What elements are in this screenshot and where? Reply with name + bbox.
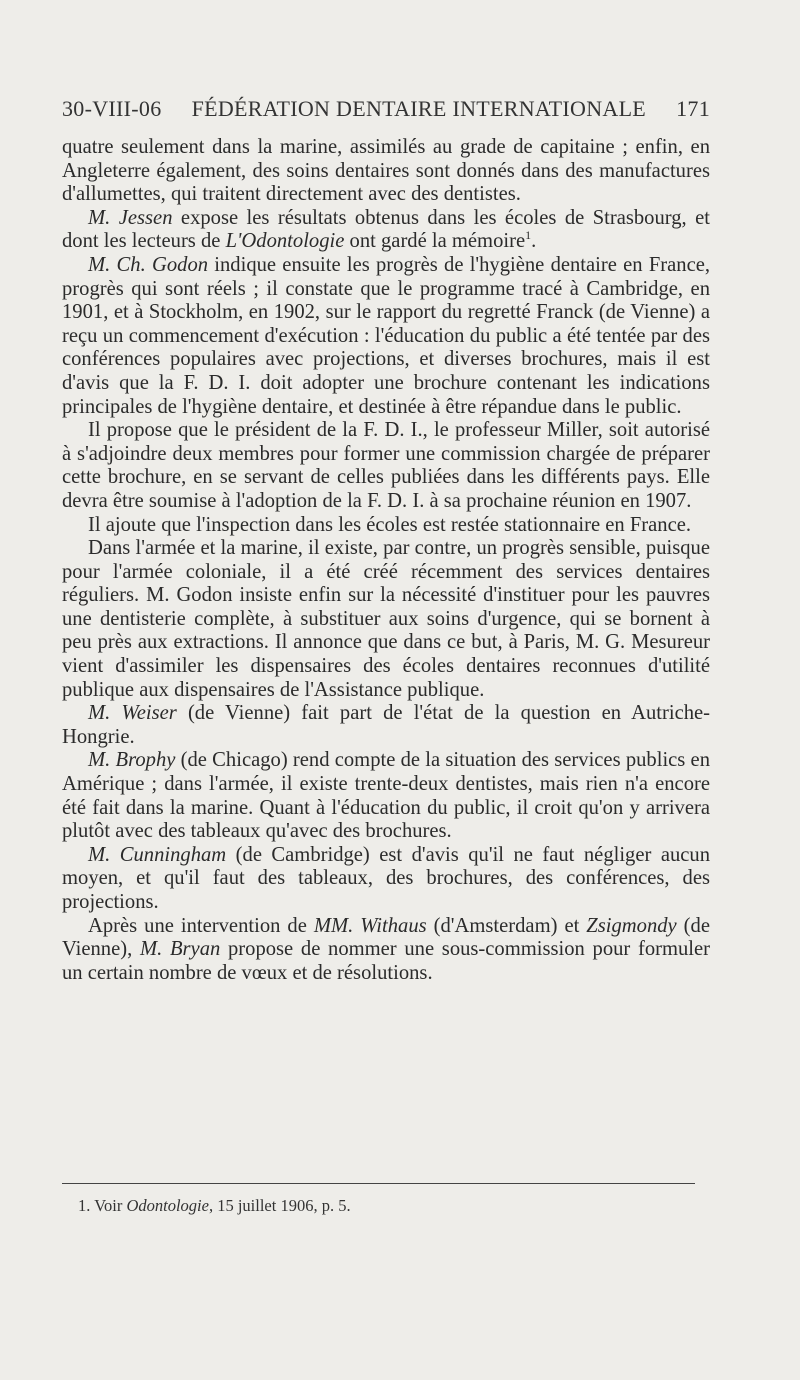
paragraph <box>62 915 710 986</box>
header-title: FÉDÉRATION DENTAIRE INTERNATIONALE <box>191 96 647 121</box>
paragraph <box>62 537 710 702</box>
running-header <box>62 96 710 122</box>
italic-name: M. Jessen <box>88 206 173 229</box>
paragraph-text: Il ajoute que l'inspection dans les écoles est restée stationnaire en France. <box>88 513 692 536</box>
paragraph <box>62 419 710 513</box>
italic-name: M. Bryan <box>139 938 221 961</box>
paragraph-text: (d'Amsterdam) et <box>426 914 587 937</box>
italic-name: M. Brophy <box>88 749 176 772</box>
italic-name: M. Weiser <box>88 702 177 725</box>
italic-name: L'Odontologie <box>225 230 345 253</box>
paragraph <box>62 207 710 254</box>
footnote-marker: 1 <box>525 228 532 243</box>
paragraph-text: . <box>531 230 537 253</box>
footnote-journal-title: Odontologie <box>126 1196 209 1215</box>
footnote <box>78 1196 351 1216</box>
header-date: 30-VIII-06 <box>62 96 162 121</box>
footnote-text-after: , 15 juillet 1906, p. 5. <box>208 1196 351 1215</box>
paragraph-text: propose de nommer une sous-commission pour formuler un certain nombre de vœux et de résolutions. <box>62 938 711 984</box>
paragraph-text: ont gardé la mémoire <box>344 230 526 253</box>
italic-name: M. Cunningham <box>88 843 227 866</box>
paragraph-text: expose les résultats obtenus dans les écoles de Strasbourg, et dont les lecteurs de <box>62 206 710 253</box>
italic-name: Zsigmondy <box>586 914 677 937</box>
paragraph-text: (de Chicago) rend compte de la situation des services publics en Amérique ; dans l'armée, il existe trente-deux dentistes, mais rien n'a encore été fait dans la marine. Quant à l'éducation du public, il croit qu'on y arrivera plutôt avec des tableaux qu'avec des brochures. <box>62 749 710 843</box>
page-number: 171 <box>676 96 710 121</box>
paragraph <box>62 702 710 749</box>
paragraph-text: Il propose que le président de la F. D. I., le professeur Miller, soit autorisé à s'adjoindre deux membres pour former une commission chargée de préparer cette brochure, en se servant de celles publiées dans les différents pays. Elle devra être soumise à l'adoption de la F. D. I. à sa prochaine réunion en 1907. <box>62 419 710 512</box>
paragraph-text: quatre seulement dans la marine, assimilés au grade de capitaine ; enfin, en Angleterre également, des soins dentaires sont donnés dans des manufactures d'allumettes, qui traitent directement avec des dentistes. <box>62 136 710 206</box>
body-text <box>62 136 710 985</box>
italic-name: M. Ch. Godon <box>88 253 209 276</box>
paragraph-text: indique ensuite les progrès de l'hygiène dentaire en France, progrès qui sont réels ; il constate que le programme tracé à Cambridge, en 1901, et à Stockholm, en 1902, sur le rapport du regretté Franck (de Vienne) a reçu un commencement d'exécution : l'éducation du public a été tentée par des conférences populaires avec projections, et diverses brochures, mais il est d'avis que la F. D. I. doit adopter une brochure contenant les indications principales de l'hygiène dentaire, et destinée à être répandue dans le public. <box>62 253 710 418</box>
paragraph <box>62 844 710 915</box>
paragraph-text: Après une intervention de <box>88 914 314 937</box>
footnote-divider <box>62 1183 695 1184</box>
paragraph <box>62 749 710 843</box>
paragraph <box>62 254 710 419</box>
paragraph <box>62 514 710 538</box>
paragraph <box>62 136 710 207</box>
footnote-text-before: Voir <box>90 1196 127 1215</box>
paragraph-text: (de Cambridge) est d'avis qu'il ne faut négliger aucun moyen, et qu'il faut des tableaux, des brochures, des conférences, des projections. <box>62 843 710 913</box>
paragraph-text: Dans l'armée et la marine, il existe, par contre, un progrès sensible, puisque pour l'armée coloniale, il a été créé récemment des services dentaires réguliers. M. Godon insiste enfin sur la nécessité d'instituer pour les pauvres une dentisterie complète, à substituer aux soins d'urgence, qui se bornent à peu près aux extractions. Il annonce que dans ce but, à Paris, M. G. Mesureur vient d'assimiler les dispensaires des écoles dentaires reconnues d'utilité publique aux dispensaires de l'Assistance publique. <box>62 537 710 701</box>
footnote-number: 1. <box>78 1196 91 1215</box>
paragraph-text: (de Vienne), <box>62 914 710 961</box>
paragraph-text: (de Vienne) fait part de l'état de la question en Autriche-Hongrie. <box>62 702 710 748</box>
italic-name: MM. Withaus <box>313 914 427 937</box>
